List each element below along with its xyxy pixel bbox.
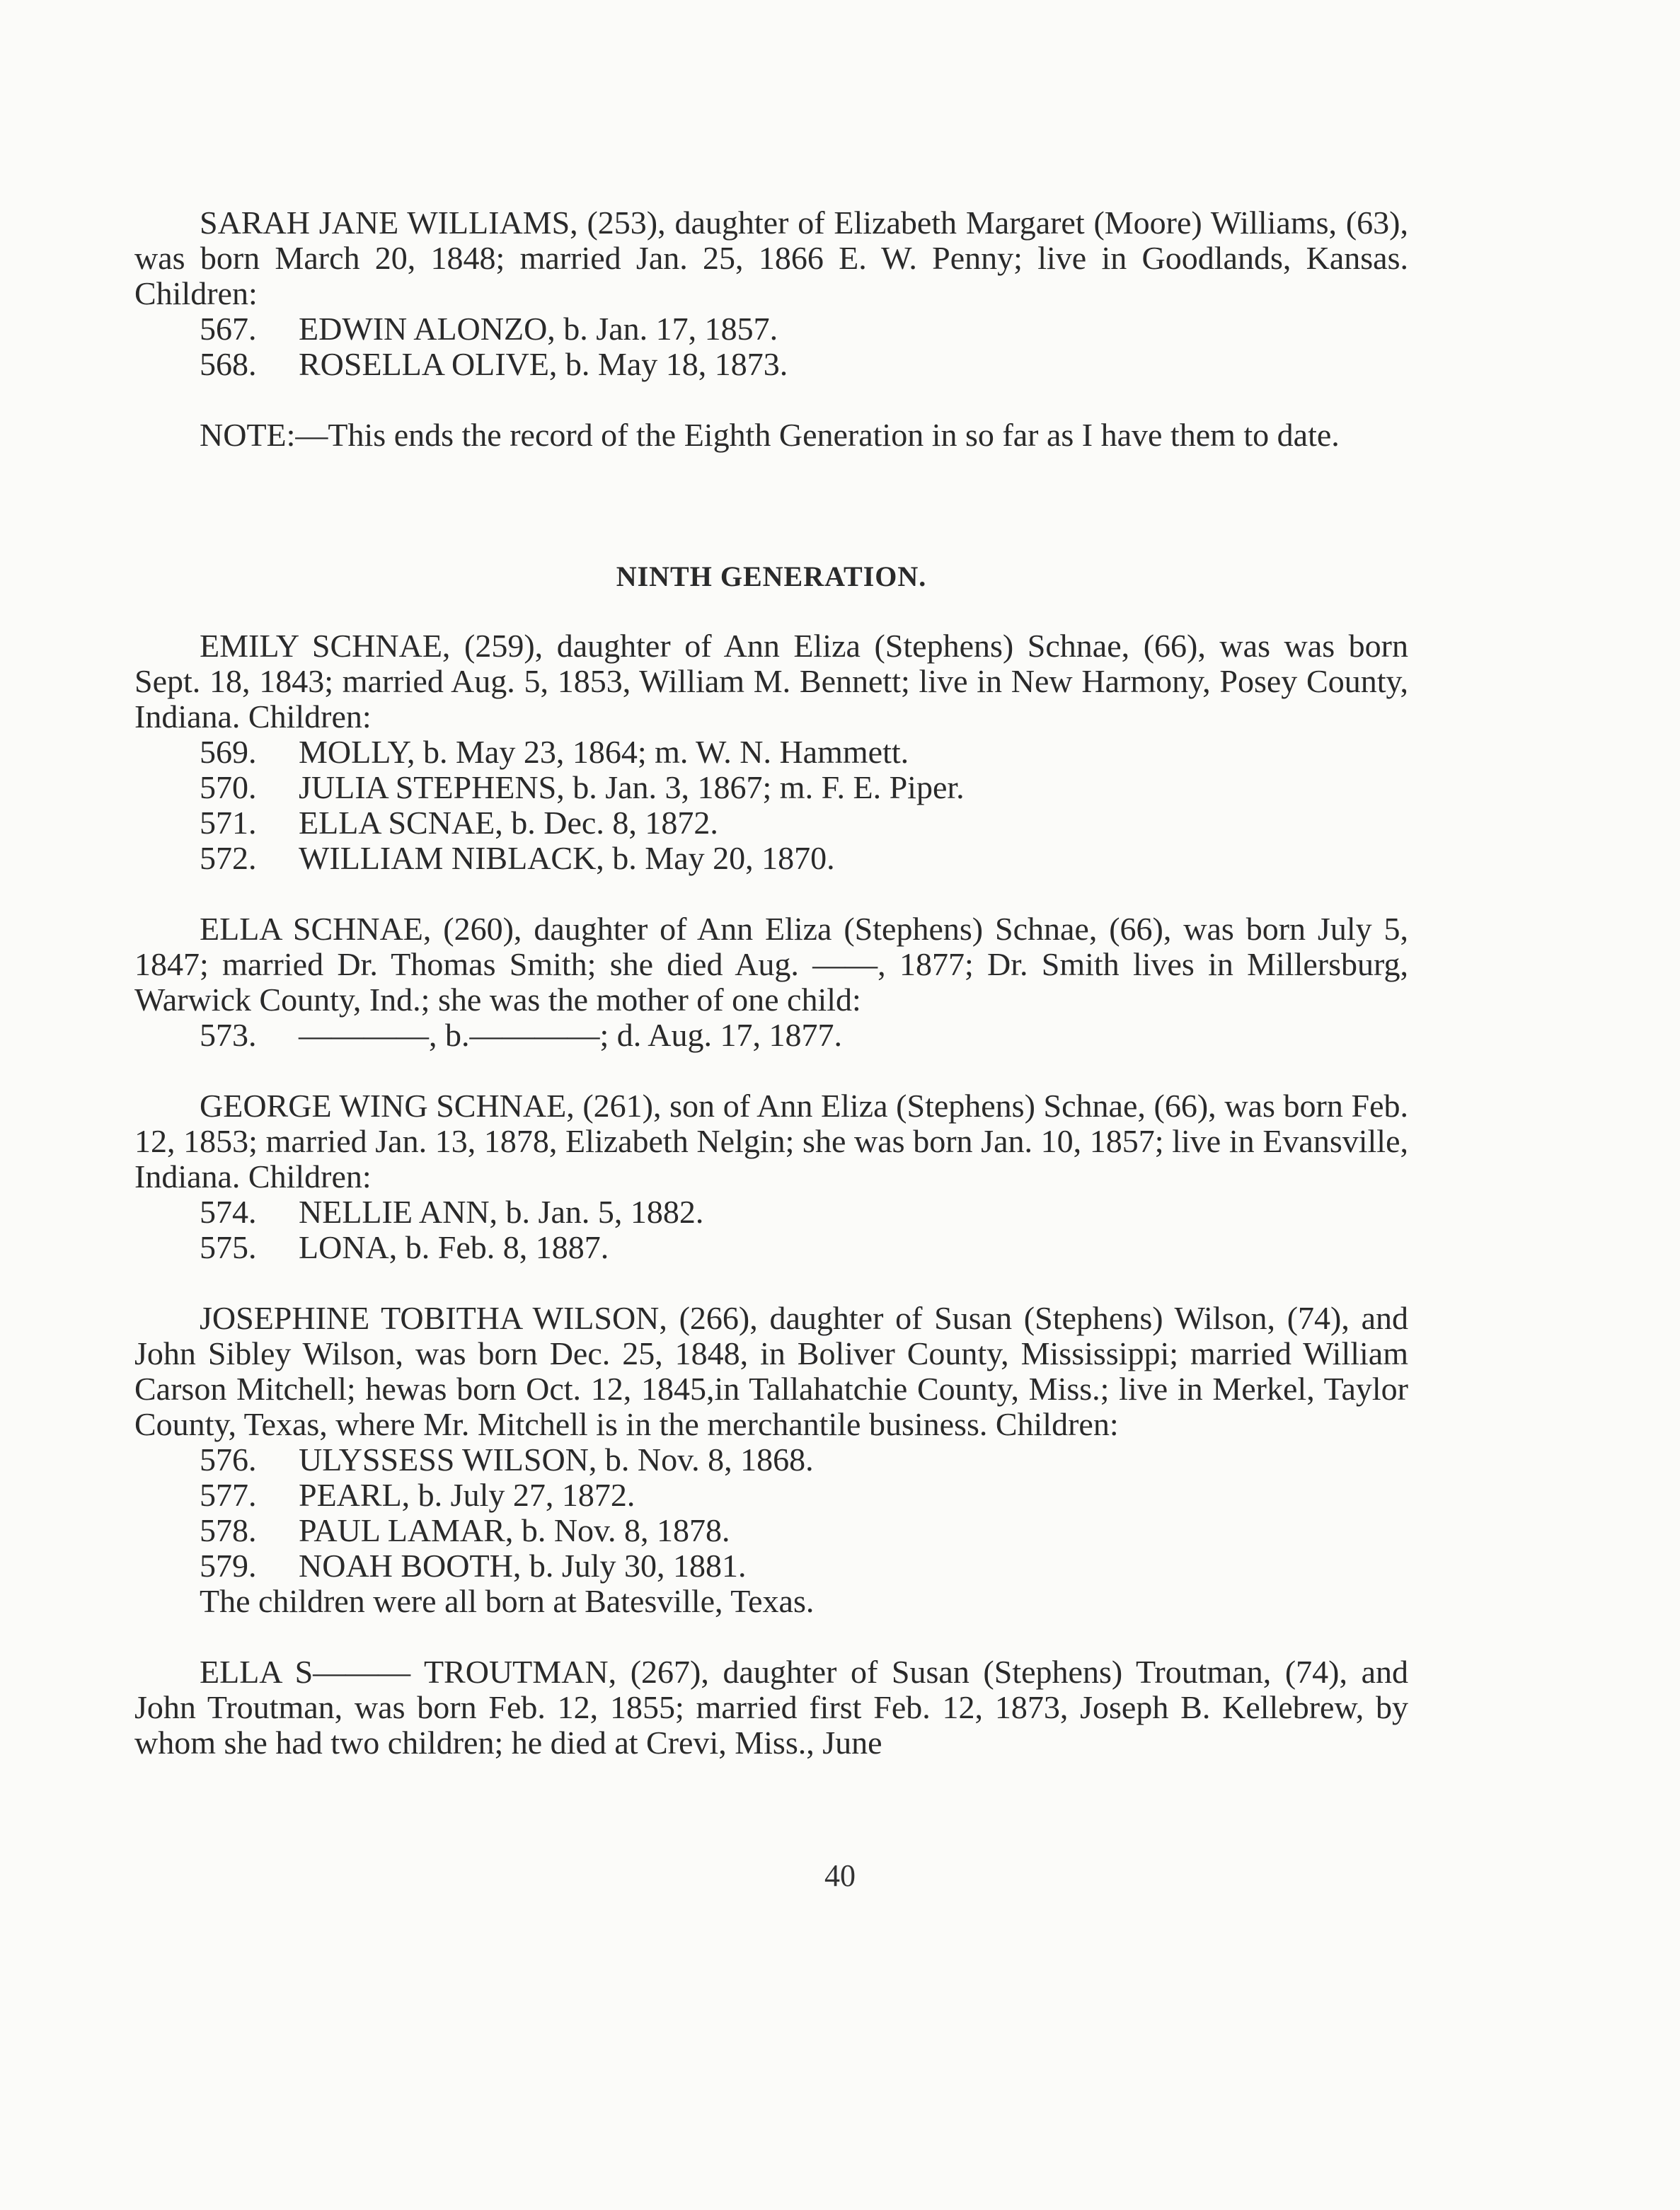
note-paragraph: NOTE:—This ends the record of the Eighth Generation in so far as I have them to date.: [200, 417, 1340, 453]
child-number: 575.: [200, 1229, 257, 1265]
children-list: [134, 735, 1408, 876]
entry-260: [134, 911, 1408, 1053]
child-number: 570.: [200, 769, 257, 805]
children-list: [134, 1018, 1408, 1053]
child-text: WILLIAM NIBLACK, b. May 20, 1870.: [299, 840, 835, 876]
child-item: [134, 1195, 1408, 1230]
child-item: [134, 770, 1408, 805]
child-text: LONA, b. Feb. 8, 1887.: [299, 1229, 609, 1265]
child-text: ULYSSESS WILSON, b. Nov. 8, 1868.: [299, 1441, 814, 1478]
children-list: [134, 311, 1408, 382]
child-text: PAUL LAMAR, b. Nov. 8, 1878.: [299, 1512, 730, 1548]
child-item: [134, 1513, 1408, 1548]
entry-266: [134, 1301, 1408, 1619]
child-text: ELLA SCNAE, b. Dec. 8, 1872.: [299, 805, 718, 841]
child-number: 569.: [200, 734, 257, 770]
child-text: JULIA STEPHENS, b. Jan. 3, 1867; m. F. E. Piper.: [299, 769, 965, 805]
child-text: EDWIN ALONZO, b. Jan. 17, 1857.: [299, 311, 778, 347]
page-number: 40: [824, 1858, 856, 1893]
child-text: ROSELLA OLIVE, b. May 18, 1873.: [299, 346, 788, 382]
child-text: PEARL, b. July 27, 1872.: [299, 1477, 635, 1513]
entry-267: [134, 1654, 1408, 1761]
child-number: 573.: [200, 1017, 257, 1053]
entry-paragraph: SARAH JANE WILLIAMS, (253), daughter of Elizabeth Margaret (Moore) Williams, (63), was born March 20, 1848; married Jan. 25, 1866 E. W. Penny; live in Goodlands, Kansas. Children:: [134, 205, 1408, 311]
child-item: [134, 311, 1408, 347]
child-number: 567.: [200, 311, 257, 347]
child-text: MOLLY, b. May 23, 1864; m. W. N. Hammett.: [299, 734, 909, 770]
document-page: [134, 205, 1408, 1761]
entry-paragraph: EMILY SCHNAE, (259), daughter of Ann Eliza (Stephens) Schnae, (66), was was born Sept. 18, 1843; married Aug. 5, 1853, William M. Bennett; live in New Harmony, Posey County, Indiana. Children:: [134, 628, 1408, 735]
children-list: [134, 1442, 1408, 1584]
child-text: NELLIE ANN, b. Jan. 5, 1882.: [299, 1194, 704, 1230]
child-number: 578.: [200, 1512, 257, 1548]
child-item: [134, 1548, 1408, 1584]
child-number: 574.: [200, 1194, 257, 1230]
entry-paragraph: ELLA SCHNAE, (260), daughter of Ann Eliza (Stephens) Schnae, (66), was born July 5, 1847; married Dr. Thomas Smith; she died Aug. ——, 1877; Dr. Smith lives in Millersburg, Warwick County, Ind.; she was the mother of one child:: [134, 911, 1408, 1018]
entry-paragraph: GEORGE WING SCHNAE, (261), son of Ann Eliza (Stephens) Schnae, (66), was born Feb. 12, 1853; married Jan. 13, 1878, Elizabeth Nelgin; she was born Jan. 10, 1857; live in Evansville, Indiana. Children:: [134, 1088, 1408, 1195]
entry-261: [134, 1088, 1408, 1265]
entry-259: [134, 628, 1408, 876]
child-item: [134, 1478, 1408, 1513]
child-number: 579.: [200, 1548, 257, 1584]
child-number: 571.: [200, 805, 257, 841]
child-item: [134, 1230, 1408, 1265]
section-heading: NINTH GENERATION.: [616, 560, 927, 592]
entry-253: [134, 205, 1408, 382]
child-number: 576.: [200, 1441, 257, 1478]
child-text: NOAH BOOTH, b. July 30, 1881.: [299, 1548, 747, 1584]
child-item: [134, 841, 1408, 876]
child-number: 568.: [200, 346, 257, 382]
child-number: 572.: [200, 840, 257, 876]
children-list: [134, 1195, 1408, 1265]
entry-paragraph: ELLA S——— TROUTMAN, (267), daughter of Susan (Stephens) Troutman, (74), and John Troutman, was born Feb. 12, 1855; married first Feb. 12, 1873, Joseph B. Kellebrew, by whom she had two children; he died at Crevi, Miss., June: [134, 1654, 1408, 1761]
child-item: [134, 1018, 1408, 1053]
child-item: [134, 347, 1408, 382]
child-item: [134, 735, 1408, 770]
closing-line: The children were all born at Batesville, Texas.: [200, 1583, 815, 1619]
entry-paragraph: JOSEPHINE TOBITHA WILSON, (266), daughter of Susan (Stephens) Wilson, (74), and John Sibley Wilson, was born Dec. 25, 1848, in Boliver County, Mississippi; married William Carson Mitchell; hewas born Oct. 12, 1845,in Tallahatchie County, Miss.; live in Merkel, Taylor County, Texas, where Mr. Mitchell is in the merchantile business. Children:: [134, 1300, 1408, 1442]
child-number: 577.: [200, 1477, 257, 1513]
child-item: [134, 1442, 1408, 1478]
child-item: [134, 805, 1408, 841]
child-text: ————, b.————; d. Aug. 17, 1877.: [299, 1017, 842, 1053]
